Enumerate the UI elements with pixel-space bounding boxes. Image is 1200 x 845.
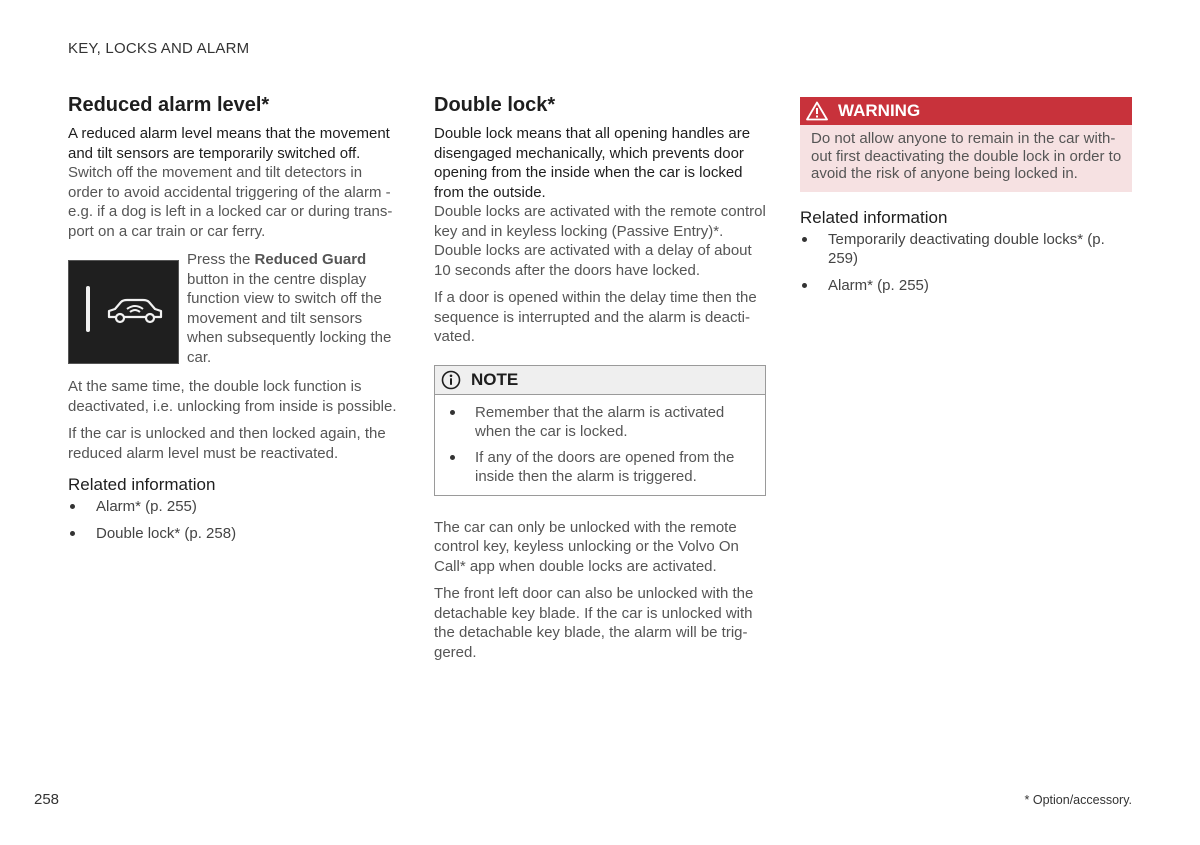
related-link-temporarily-deactivating[interactable]: Temporarily deactivating double locks* (p. 259) [800, 230, 1132, 269]
note-body [435, 395, 765, 495]
info-icon [441, 370, 461, 390]
double-lock-paragraph-1: Double locks are activated with the remote control key and in keyless locking (Passive Entry)*. Double locks are activated with a delay of about 10 seconds after the doors have locked. [434, 203, 766, 279]
note-header [435, 366, 765, 395]
warning-header [800, 97, 1132, 125]
warning-body [800, 125, 1132, 192]
related-information-list [68, 497, 398, 543]
note-item: If any of the doors are opened from the inside then the alarm is triggered. [447, 448, 755, 487]
reduced-alarm-paragraph-1: Switch off the movement and tilt detectors in order to avoid accidental triggering of the alarm - e.g. if a dog is left in a locked car or during transport on a car train or car ferry. [68, 164, 393, 240]
instruction-text-after: button in the centre display function view to switch off the movement and tilt sensors when subsequently locking the car. [187, 270, 392, 366]
related-information-title: Related information [68, 475, 216, 494]
related-link-alarm[interactable]: Alarm* (p. 255) [68, 497, 398, 517]
instruction-text-before: Press the [187, 251, 255, 268]
warning-text: Do not allow anyone to remain in the car without first deactivating the double lock in order to avoid the risk of anyone being locked in. [811, 130, 1122, 182]
note-box [434, 365, 766, 496]
double-lock-paragraph-4: The front left door can also be unlocked with the detachable key blade. If the car is unlocked with the detachable key blade, the alarm will be triggered. [434, 585, 754, 661]
reduced-alarm-paragraph-2: At the same time, the double lock function is deactivated, i.e. unlocking from inside is possible. [68, 378, 397, 415]
column-double-lock [434, 92, 766, 670]
related-information-list [800, 230, 1132, 296]
column-warning [800, 92, 1132, 302]
indicator-bar [86, 286, 90, 332]
column-reduced-alarm [68, 92, 398, 550]
reduced-alarm-paragraph-3: If the car is unlocked and then locked again, the reduced alarm level must be reactivated. [68, 425, 386, 462]
reduced-alarm-title: Reduced alarm level* [68, 94, 270, 116]
related-link-alarm[interactable]: Alarm* (p. 255) [800, 276, 1132, 296]
reduced-guard-figure [68, 250, 398, 367]
reduced-alarm-lead: A reduced alarm level means that the movement and tilt sensors are temporarily switched off. [68, 125, 390, 162]
warning-triangle-icon [806, 101, 828, 121]
reduced-guard-instruction [187, 250, 398, 367]
reduced-guard-button-image [68, 260, 179, 364]
warning-box [800, 97, 1132, 192]
double-lock-title: Double lock* [434, 94, 556, 116]
note-title: NOTE [471, 369, 519, 389]
double-lock-paragraph-2: If a door is opened within the delay time then the sequence is interrupted and the alarm is deactivated. [434, 289, 757, 345]
section-header: KEY, LOCKS AND ALARM [68, 40, 250, 57]
page-number: 258 [34, 791, 60, 808]
related-information-title: Related information [800, 207, 948, 227]
related-link-double-lock[interactable]: Double lock* (p. 258) [68, 524, 398, 544]
double-lock-lead: Double lock means that all opening handles are disengaged mechanically, which prevents door opening from the inside when the car is locked from the outside. [434, 125, 751, 201]
warning-title: WARNING [838, 101, 921, 120]
reduced-guard-label: Reduced Guard [254, 251, 367, 268]
car-sensor-icon [105, 293, 165, 325]
note-item: Remember that the alarm is activated when the car is locked. [447, 403, 755, 442]
double-lock-paragraph-3: The car can only be unlocked with the remote control key, keyless unlocking or the Volvo On Call* app when double locks are activated. [434, 518, 739, 575]
footnote: * Option/accessory. [1024, 793, 1132, 807]
